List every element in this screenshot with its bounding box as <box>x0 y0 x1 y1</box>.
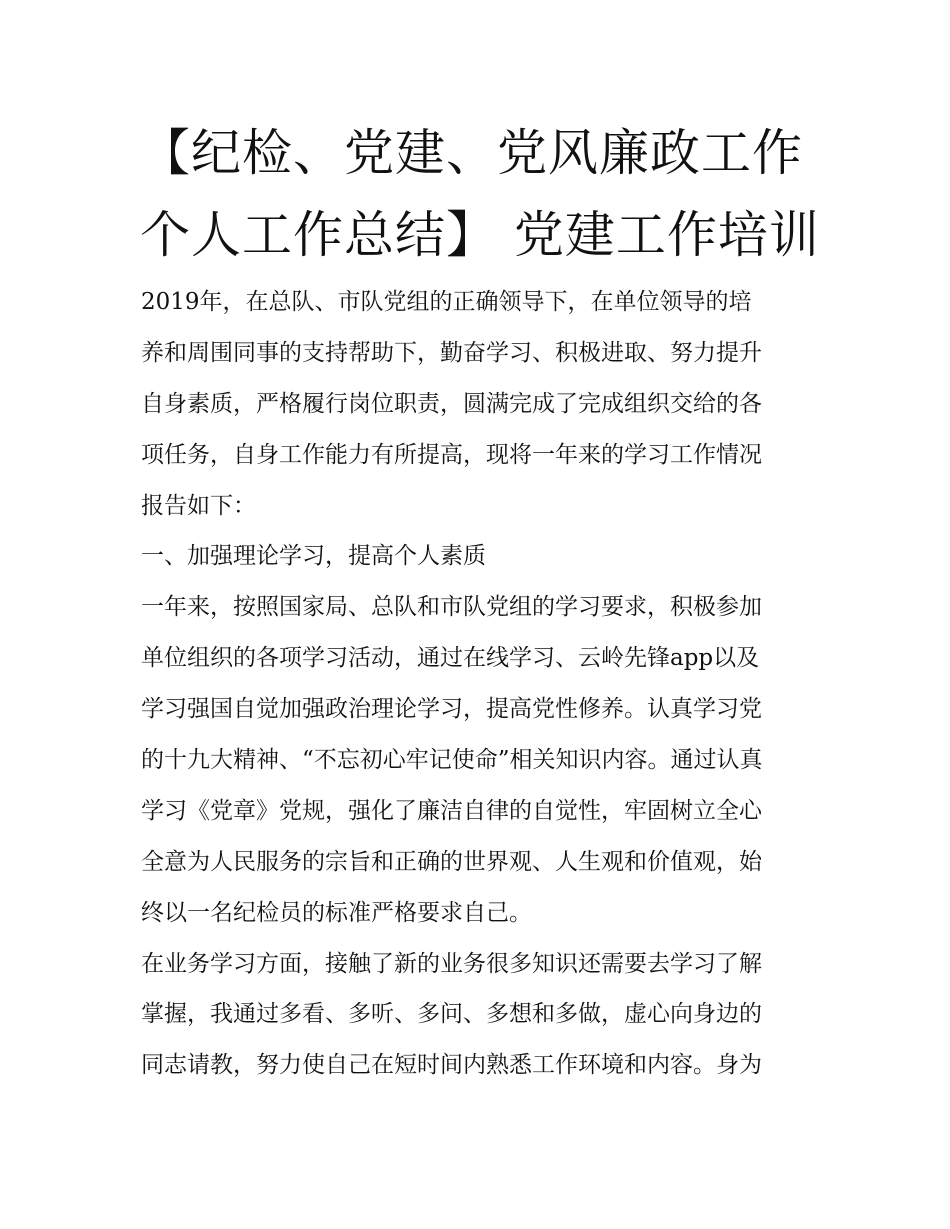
title-line: 【纪检、党建、党风廉政工作 <box>140 124 803 182</box>
body-line: 自身素质，严格履行岗位职责，圆满完成了完成组织交给的各 <box>141 390 762 417</box>
body-line: 养和周围同事的支持帮助下，勤奋学习、积极进取、努力提升 <box>141 339 762 366</box>
body-line: 终以一名纪检员的标准严格要求自己。 <box>141 899 532 926</box>
body-line: 在业务学习方面，接触了新的业务很多知识还需要去学习了解 <box>141 950 762 977</box>
section-heading: 一、加强理论学习，提高个人素质 <box>141 543 486 570</box>
body-line: 的十九大精神、“不忘初心牢记使命”相关知识内容。通过认真 <box>141 747 763 774</box>
body-line: 2019年，在总队、市队党组的正确领导下，在单位领导的培 <box>141 289 752 315</box>
document-title <box>140 112 820 276</box>
document-body <box>141 277 821 1091</box>
body-line: 全意为人民服务的宗旨和正确的世界观、人生观和价值观，始 <box>141 848 762 875</box>
body-line: 学习强国自觉加强政治理论学习，提高党性修养。认真学习党 <box>141 696 762 723</box>
body-line: 单位组织的各项学习活动，通过在线学习、云岭先锋app以及 <box>141 645 760 672</box>
body-line: 同志请教，努力使自己在短时间内熟悉工作环境和内容。身为 <box>141 1052 762 1079</box>
body-line: 一年来，按照国家局、总队和市队党组的学习要求，积极参加 <box>141 594 762 621</box>
body-line: 学习《党章》党规，强化了廉洁自律的自觉性，牢固树立全心 <box>141 797 762 824</box>
title-line: 个人工作总结】 党建工作培训 <box>140 206 820 264</box>
body-line: 报告如下： <box>141 492 256 519</box>
body-line: 项任务，自身工作能力有所提高，现将一年来的学习工作情况 <box>141 441 762 468</box>
body-line: 掌握，我通过多看、多听、多问、多想和多做，虚心向身边的 <box>141 1001 762 1028</box>
